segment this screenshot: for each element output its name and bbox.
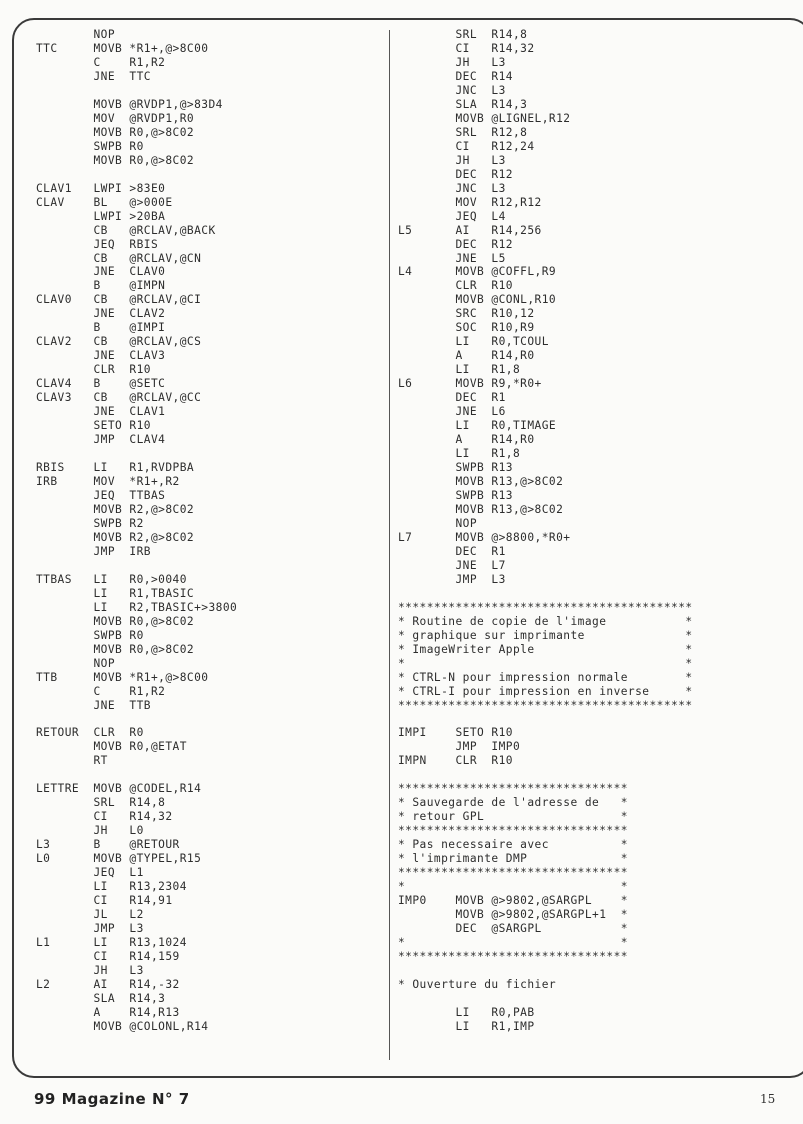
magazine-title: 99 Magazine N° 7 — [34, 1090, 190, 1108]
code-listing-right: SRL R14,8 CI R14,32 JH L3 DEC R14 JNC L3 SLA R14,3 MOVB @LIGNEL,R12 SRL R12,8 CI R12,24 JH L3 DEC R12 JNC L3 MOV R12,R12 JEQ L4 L5 AI R14,256 DEC R12 JNE L5 L4 MOVB @COFFL,R9 CLR R10 MOVB @CONL,R10 SRC R10,12 SOC R10,R9 LI R0,TCOUL A R14,R0 LI R1,8 L6 MOVB R9,*R0+ DEC R1 JNE L6 LI R0,TIMAGE A R14,R0 LI R1,8 SWPB R13 MOVB R13,@>8C02 SWPB R13 MOVB R13,@>8C02 NOP L7 MOVB @>8800,*R0+ DEC R1 JNE L7 JMP L3 ***************************************** * Routine de copie de l'image * * graphique sur imprimante * * ImageWriter Apple * * * * CTRL-N pour impression normale * * CTRL-I pour impression en inverse * ***************************************** IMPI SETO R10 JMP IMP0 IMPN CLR R10 ******************************** * Sauvegarde de l'adresse de * * retour GPL * ******************************** * Pas necessaire avec * * l'imprimante DMP * ******************************** * * IMP0 MOVB @>9802,@SARGPL * MOVB @>9802,@SARGPL+1 * DEC @SARGPL * * * ******************************** * Ouverture du fichier LI R0,PAB LI R1,IMP — [398, 28, 693, 1033]
code-listing-left: NOP TTC MOVB *R1+,@>8C00 C R1,R2 JNE TTC MOVB @RVDP1,@>83D4 MOV @RVDP1,R0 MOVB R0,@>8C02 SWPB R0 MOVB R0,@>8C02 CLAV1 LWPI >83E0 CLAV BL @>000E LWPI >20BA CB @RCLAV,@BACK JEQ RBIS CB @RCLAV,@CN JNE CLAV0 B @IMPN CLAV0 CB @RCLAV,@CI JNE CLAV2 B @IMPI CLAV2 CB @RCLAV,@CS JNE CLAV3 CLR R10 CLAV4 B @SETC CLAV3 CB @RCLAV,@CC JNE CLAV1 SETO R10 JMP CLAV4 RBIS LI R1,RVDPBA IRB MOV *R1+,R2 JEQ TTBAS MOVB R2,@>8C02 SWPB R2 MOVB R2,@>8C02 JMP IRB TTBAS LI R0,>0040 LI R1,TBASIC LI R2,TBASIC+>3800 MOVB R0,@>8C02 SWPB R0 MOVB R0,@>8C02 NOP TTB MOVB *R1+,@>8C00 C R1,R2 JNE TTB RETOUR CLR R0 MOVB R0,@ETAT RT LETTRE MOVB @CODEL,R14 SRL R14,8 CI R14,32 JH L0 L3 B @RETOUR L0 MOVB @TYPEL,R15 JEQ L1 LI R13,2304 CI R14,91 JL L2 JMP L3 L1 LI R13,1024 CI R14,159 JH L3 L2 AI R14,-32 SLA R14,3 A R14,R13 MOVB @COLONL,R14 — [36, 28, 238, 1033]
left-column — [36, 28, 376, 1034]
right-column — [398, 28, 738, 1034]
column-divider — [389, 30, 390, 1060]
page-number: 15 — [760, 1092, 776, 1106]
